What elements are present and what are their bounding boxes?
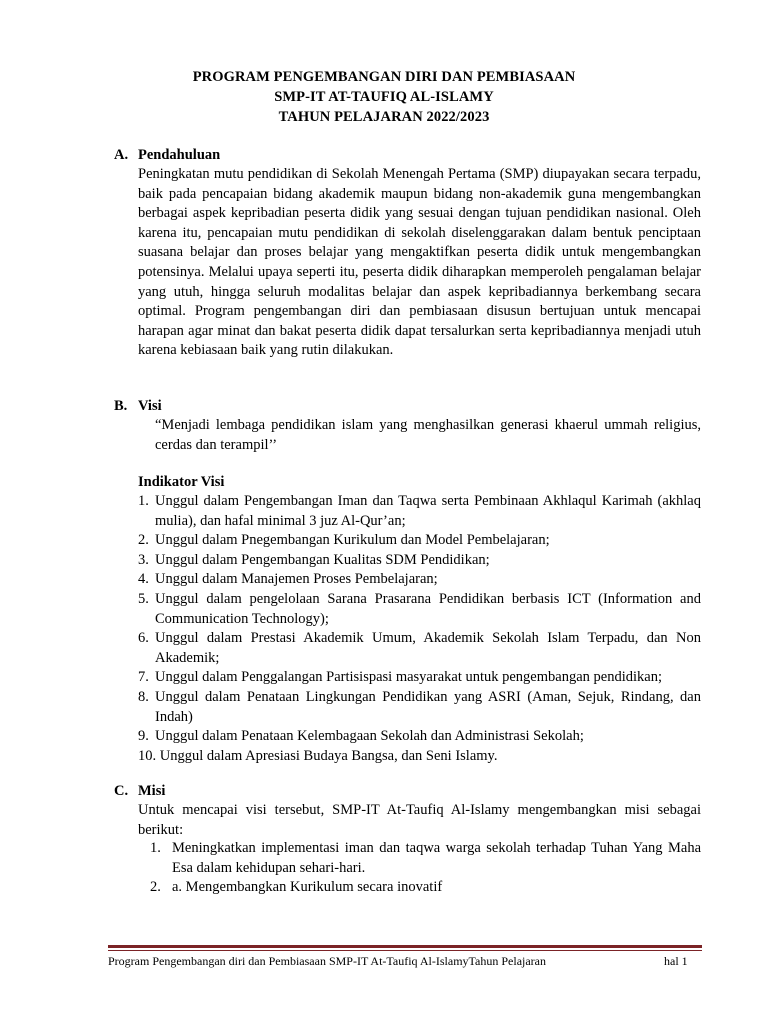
list-number: 10. [138, 747, 157, 764]
section-a-heading: Pendahuluan [138, 147, 221, 163]
list-number: 4. [138, 571, 149, 588]
list-number: 5. [138, 590, 149, 607]
misi-intro: Untuk mencapai visi tersebut, SMP-IT At-Taufiq Al-Islamy mengembangkan misi sebagai berikut: [138, 802, 701, 838]
misi-list [150, 839, 701, 898]
section-b-heading: Visi [138, 398, 162, 414]
list-text: Unggul dalam Apresiasi Budaya Bangsa, dan Seni Islamy. [159, 747, 498, 764]
list-number: 3. [138, 551, 149, 568]
section-b-letter: B. [114, 398, 128, 414]
list-text: a. Mengembangkan Kurikulum secara inovatif [172, 879, 443, 896]
list-number: 1. [138, 493, 149, 509]
list-number: 6. [138, 630, 149, 647]
footer-rule-thin [108, 950, 702, 951]
list-item [138, 570, 701, 590]
list-text: Meningkatkan implementasi iman dan taqwa warga sekolah terhadap Tuhan Yang Maha Esa dalam kehidupan sehari-hari. [172, 840, 701, 876]
section-c-letter: C. [114, 783, 129, 799]
indikator-visi-list [138, 492, 701, 766]
list-number: 2. [138, 532, 149, 549]
list-item [150, 878, 701, 898]
list-item [138, 747, 701, 767]
list-item [150, 839, 701, 878]
list-item [138, 492, 701, 531]
doc-title-line-3: TAHUN PELAJARAN 2022/2023 [278, 109, 490, 125]
page-number: hal 1 [664, 954, 688, 968]
list-item [138, 668, 701, 688]
list-number: 7. [138, 669, 149, 686]
footer-text: Program Pengembangan diri dan Pembiasaan SMP-IT At-Taufiq Al-IslamyTahun Pelajaran [108, 954, 547, 968]
list-text: Unggul dalam Manajemen Proses Pembelajaran; [155, 571, 438, 588]
section-c-heading: Misi [138, 783, 166, 799]
list-number: 1. [150, 840, 161, 856]
list-text: Unggul dalam Penataan Lingkungan Pendidikan yang ASRI (Aman, Sejuk, Rindang, dan Indah) [155, 688, 701, 725]
list-text: Unggul dalam Pengembangan Kualitas SDM Pendidikan; [155, 551, 490, 568]
indikator-visi-heading: Indikator Visi [138, 474, 225, 490]
list-text: Unggul dalam Penggalangan Partisispasi masyarakat untuk pengembangan pendidikan; [155, 669, 662, 686]
list-item [138, 551, 701, 571]
list-text: Unggul dalam Prestasi Akademik Umum, Akademik Sekolah Islam Terpadu, dan Non Akademik; [155, 630, 701, 666]
list-number: 2. [150, 879, 161, 896]
list-item [138, 688, 701, 727]
list-item [138, 531, 701, 551]
list-number: 8. [138, 688, 149, 705]
list-item [138, 629, 701, 668]
list-text: Unggul dalam pengelolaan Sarana Prasarana Pendidikan berbasis ICT (Information and Communication Technology); [155, 590, 701, 627]
section-a-letter: A. [114, 147, 129, 163]
list-text: Unggul dalam Pnegembangan Kurikulum dan Model Pembelajaran; [155, 532, 550, 549]
doc-title-line-2: SMP-IT AT-TAUFIQ AL-ISLAMY [274, 89, 494, 105]
list-text: Unggul dalam Penataan Kelembagaan Sekolah dan Administrasi Sekolah; [155, 728, 584, 745]
list-text: Unggul dalam Pengembangan Iman dan Taqwa serta Pembinaan Akhlaqul Karimah (akhlaq mulia), dan hafal minimal 3 juz Al-Qur’an; [155, 493, 701, 529]
list-item [138, 727, 701, 747]
list-number: 9. [138, 728, 149, 745]
footer-rule [108, 945, 702, 948]
list-item [138, 590, 701, 629]
doc-title-line-1: PROGRAM PENGEMBANGAN DIRI DAN PEMBIASAAN [192, 69, 576, 85]
section-a-body: Peningkatan mutu pendidikan di Sekolah Menengah Pertama (SMP) diupayakan secara terpadu, baik pada pencapaian bidang akademik maupun bidang non-akademik guna mengembangkan berbagai aspek kepribadian peserta didik yang sesuai dengan tujuan pendidikan nasional. Oleh karena itu, pencapaian mutu pendidikan di sekolah diselenggarakan dalam bentuk penciptaan suasana belajar dan proses belajar yang mengaktifkan peserta didik untuk mengembangkan potensinya. Melalui upaya seperti itu, peserta didik diharapkan memperoleh pengalaman belajar yang utuh, hingga seluruh modalitas belajar dan aspek kepribadiannya berkembang secara optimal. Program pengembangan diri dan pembiasaan disusun bertujuan untuk mencapai harapan agar minat dan bakat peserta didik dapat tersalurkan serta kepribadiannya menjadi utuh karena kebiasaan baik yang rutin dilakukan. [138, 166, 701, 359]
visi-statement: “Menjadi lembaga pendidikan islam yang menghasilkan generasi khaerul ummah religius, cerdas dan terampil’’ [155, 417, 701, 453]
